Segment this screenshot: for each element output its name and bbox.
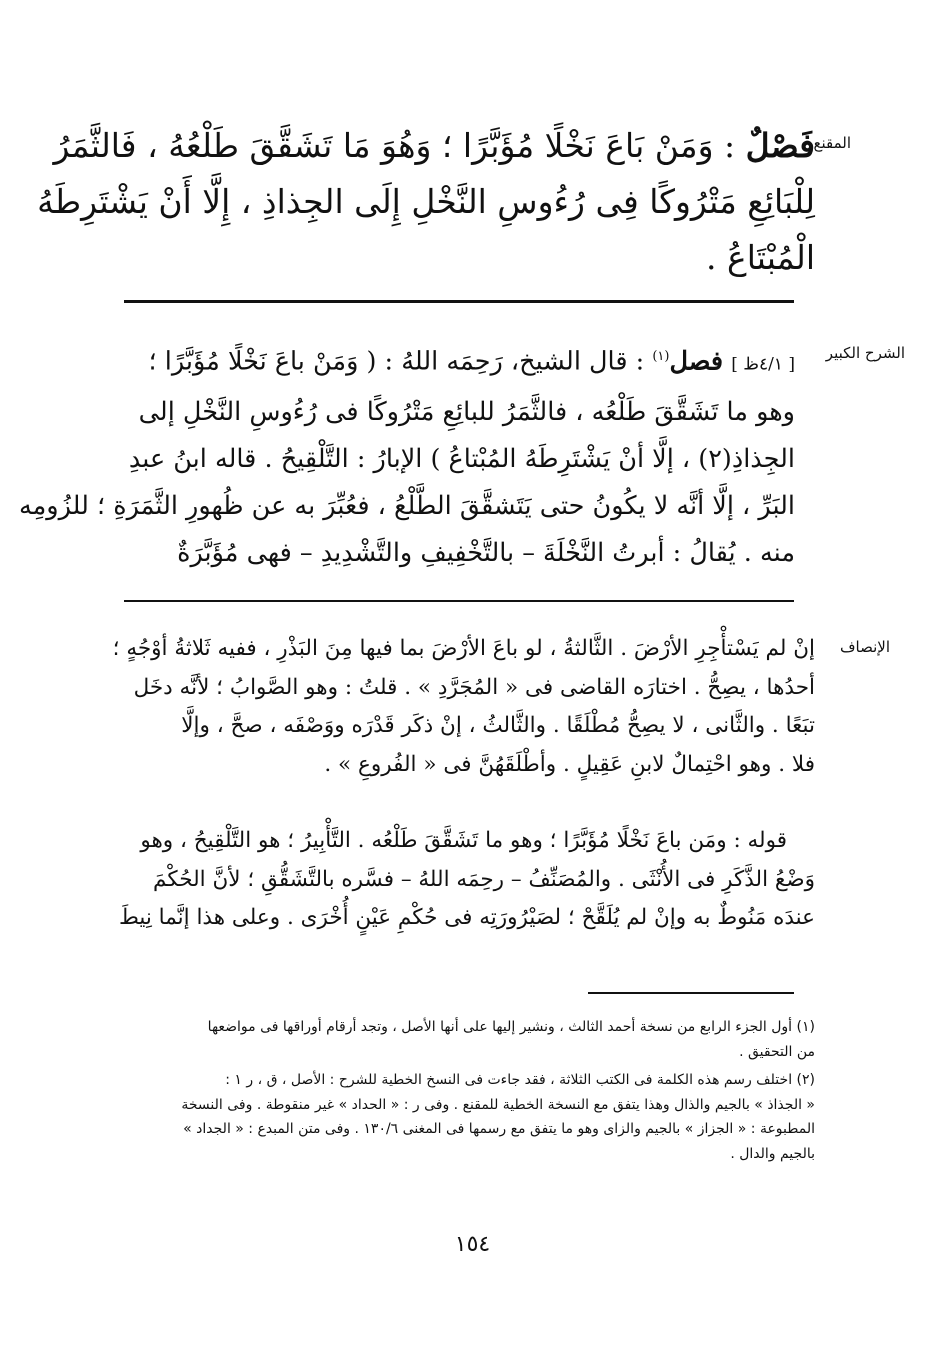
footnote-line: « الجذاذ » بالجيم والذال وهذا يتفق مع النسخة الخطية للمقنع . وفى ر : « الحداد » غير منقوطة . وفى النسخة bbox=[181, 1096, 815, 1113]
footnote-line: (٢) اختلف رسم هذه الكلمة فى الكتب الثلاثة ، فقد جاءت فى النسخ الخطية للشرح : الأصل ، ق ، ر ١ : bbox=[225, 1072, 815, 1088]
footnote-line: (١) أول الجزء الرابع من نسخة أحمد الثالث ، ونشير إليها على أنها الأصل ، وتجد أرقام أوراقها فى مواضعها bbox=[207, 1019, 815, 1035]
section-divider-thin bbox=[124, 600, 794, 602]
sharh-text-block bbox=[18, 333, 795, 577]
footnote-line: بالجيم والدال . bbox=[730, 1145, 815, 1162]
insaf-line: إنْ لم يَسْتأْجِرِ الأرْضَ . الثَّالثةُ ، لو باعَ الأرْضَ بما فيها مِنَ البَذْرِ ، ففيه ثَلاثةُ أوْجُهٍ ؛ bbox=[112, 636, 815, 661]
muqni-line: لِلْبَائِعِ مَتْرُوكًا فِى رُءُوسِ النَّخْلِ إِلَى الجِذاذِ ، إِلَّا أَنْ يَشْتَرِطَهُ bbox=[37, 182, 815, 221]
sharh-line: الجِذاذِ(٢) ، إلَّا أنْ يَشْتَرِطَهُ المُبْتاعُ ) الإبارُ : التَّلْقِيحُ . قاله ابنُ عبدِ bbox=[128, 443, 795, 474]
insaf-text-block-2 bbox=[115, 822, 815, 938]
insaf-line: وَضْعُ الذَّكَرِ فى الأُنْثَى . والمُصَنِّفُ – رحِمَه اللهُ – فسَّره بالتَّشَقُّقِ ؛ لأنَّ الحُكْمَ bbox=[153, 866, 815, 892]
sharh-line bbox=[115, 333, 795, 389]
muqni-line bbox=[53, 118, 815, 174]
muqni-heading: فَصْلٌ bbox=[745, 126, 815, 165]
manuscript-ref: [ ٤/١ظ ] bbox=[731, 354, 795, 375]
sharh-line: البَرِّ ، إلَّا أنَّه لا يكُونُ حتى يَتَشقَّقَ الطَّلْعُ ، فعُبِّرَ به عن ظُهورِ الثَّمَرَةِ ؛ للزُومِه bbox=[18, 490, 795, 521]
insaf-line: قوله : ومَن باعَ نَخْلًا مُؤَبَّرًا ؛ وهو ما تَشَقَّقَ طَلْعُه . التَّأْبِيرُ ؛ هو التَّلْقِيحُ ، وهو bbox=[140, 828, 787, 853]
footnote-mark: (١) bbox=[652, 349, 670, 364]
insaf-line: تبَعًا . والثَّانى ، لا يصِحُّ مُطْلَقًا . والثَّالثُ ، إنْ ذكَر قَدْرَه ووَصْفَه ، صحَّ ، وإلَّا bbox=[181, 713, 815, 738]
muqni-line-text: : وَمَنْ بَاعَ نَخْلًا مُؤَبَّرًا ؛ وَهُوَ مَا تَشَقَّقَ طَلْعُهُ ، فَالثَّمَرُ bbox=[53, 126, 746, 165]
section-label-muqni: المقنع bbox=[813, 134, 851, 152]
footnote-line: من التحقيق . bbox=[739, 1043, 815, 1060]
insaf-line: عندَه مَنُوطٌ به وإنْ لم يُلَقَّحْ ؛ لصَيْرُورَتِه فى حُكْمِ عَيْنٍ أُخْرَى . وعلى هذا إنَّما نِيطَ bbox=[118, 905, 815, 930]
muqni-line: الْمُبْتَاعُ . bbox=[706, 238, 815, 277]
insaf-text-block bbox=[112, 630, 815, 784]
muqni-text-block bbox=[37, 118, 815, 286]
footnotes-block bbox=[115, 1015, 815, 1166]
section-label-sharh: الشرح الكبير bbox=[825, 344, 905, 362]
insaf-line: أحدُها ، يصِحُّ . اختارَه القاضى فى « المُجَرَّدِ » . قلتُ : وهو الصَّوابُ ؛ لأنَّه دخَل bbox=[133, 674, 815, 700]
footnote-divider bbox=[588, 992, 794, 994]
sharh-line-text: : قال الشيخ، رَحِمَه اللهُ : ( وَمَنْ باعَ نَخْلًا مُؤَبَّرًا ؛ bbox=[148, 346, 653, 377]
sharh-heading: فصل bbox=[669, 346, 724, 377]
insaf-line: فلا . وهو احْتِمالٌ لابنِ عَقِيلٍ . وأطْلَقَهُنَّ فى « الفُروعِ » . bbox=[324, 751, 815, 777]
section-label-insaf: الإنصاف bbox=[839, 638, 890, 656]
page-number: ١٥٤ bbox=[454, 1232, 491, 1257]
sharh-line: وهو ما تَشَقَّقَ طَلْعُه ، فالثَّمَرُ للبائِعِ مَتْرُوكًا فى رُءُوسِ النَّخْلِ إلى bbox=[138, 396, 795, 427]
section-divider-thick bbox=[124, 300, 794, 303]
footnote-line: المطبوعة : « الجزاز » بالجيم والزاى وهو ما يتفق مع رسمها فى المغنى ١٣٠/٦ . وفى متن المبدع : « الجداد » bbox=[183, 1121, 815, 1137]
sharh-line: منه . يُقالُ : أبرتُ النَّخْلَةَ – بالتَّخْفِيفِ والتَّشْدِيدِ – فهى مُؤَبَّرَةٌ bbox=[177, 537, 795, 568]
